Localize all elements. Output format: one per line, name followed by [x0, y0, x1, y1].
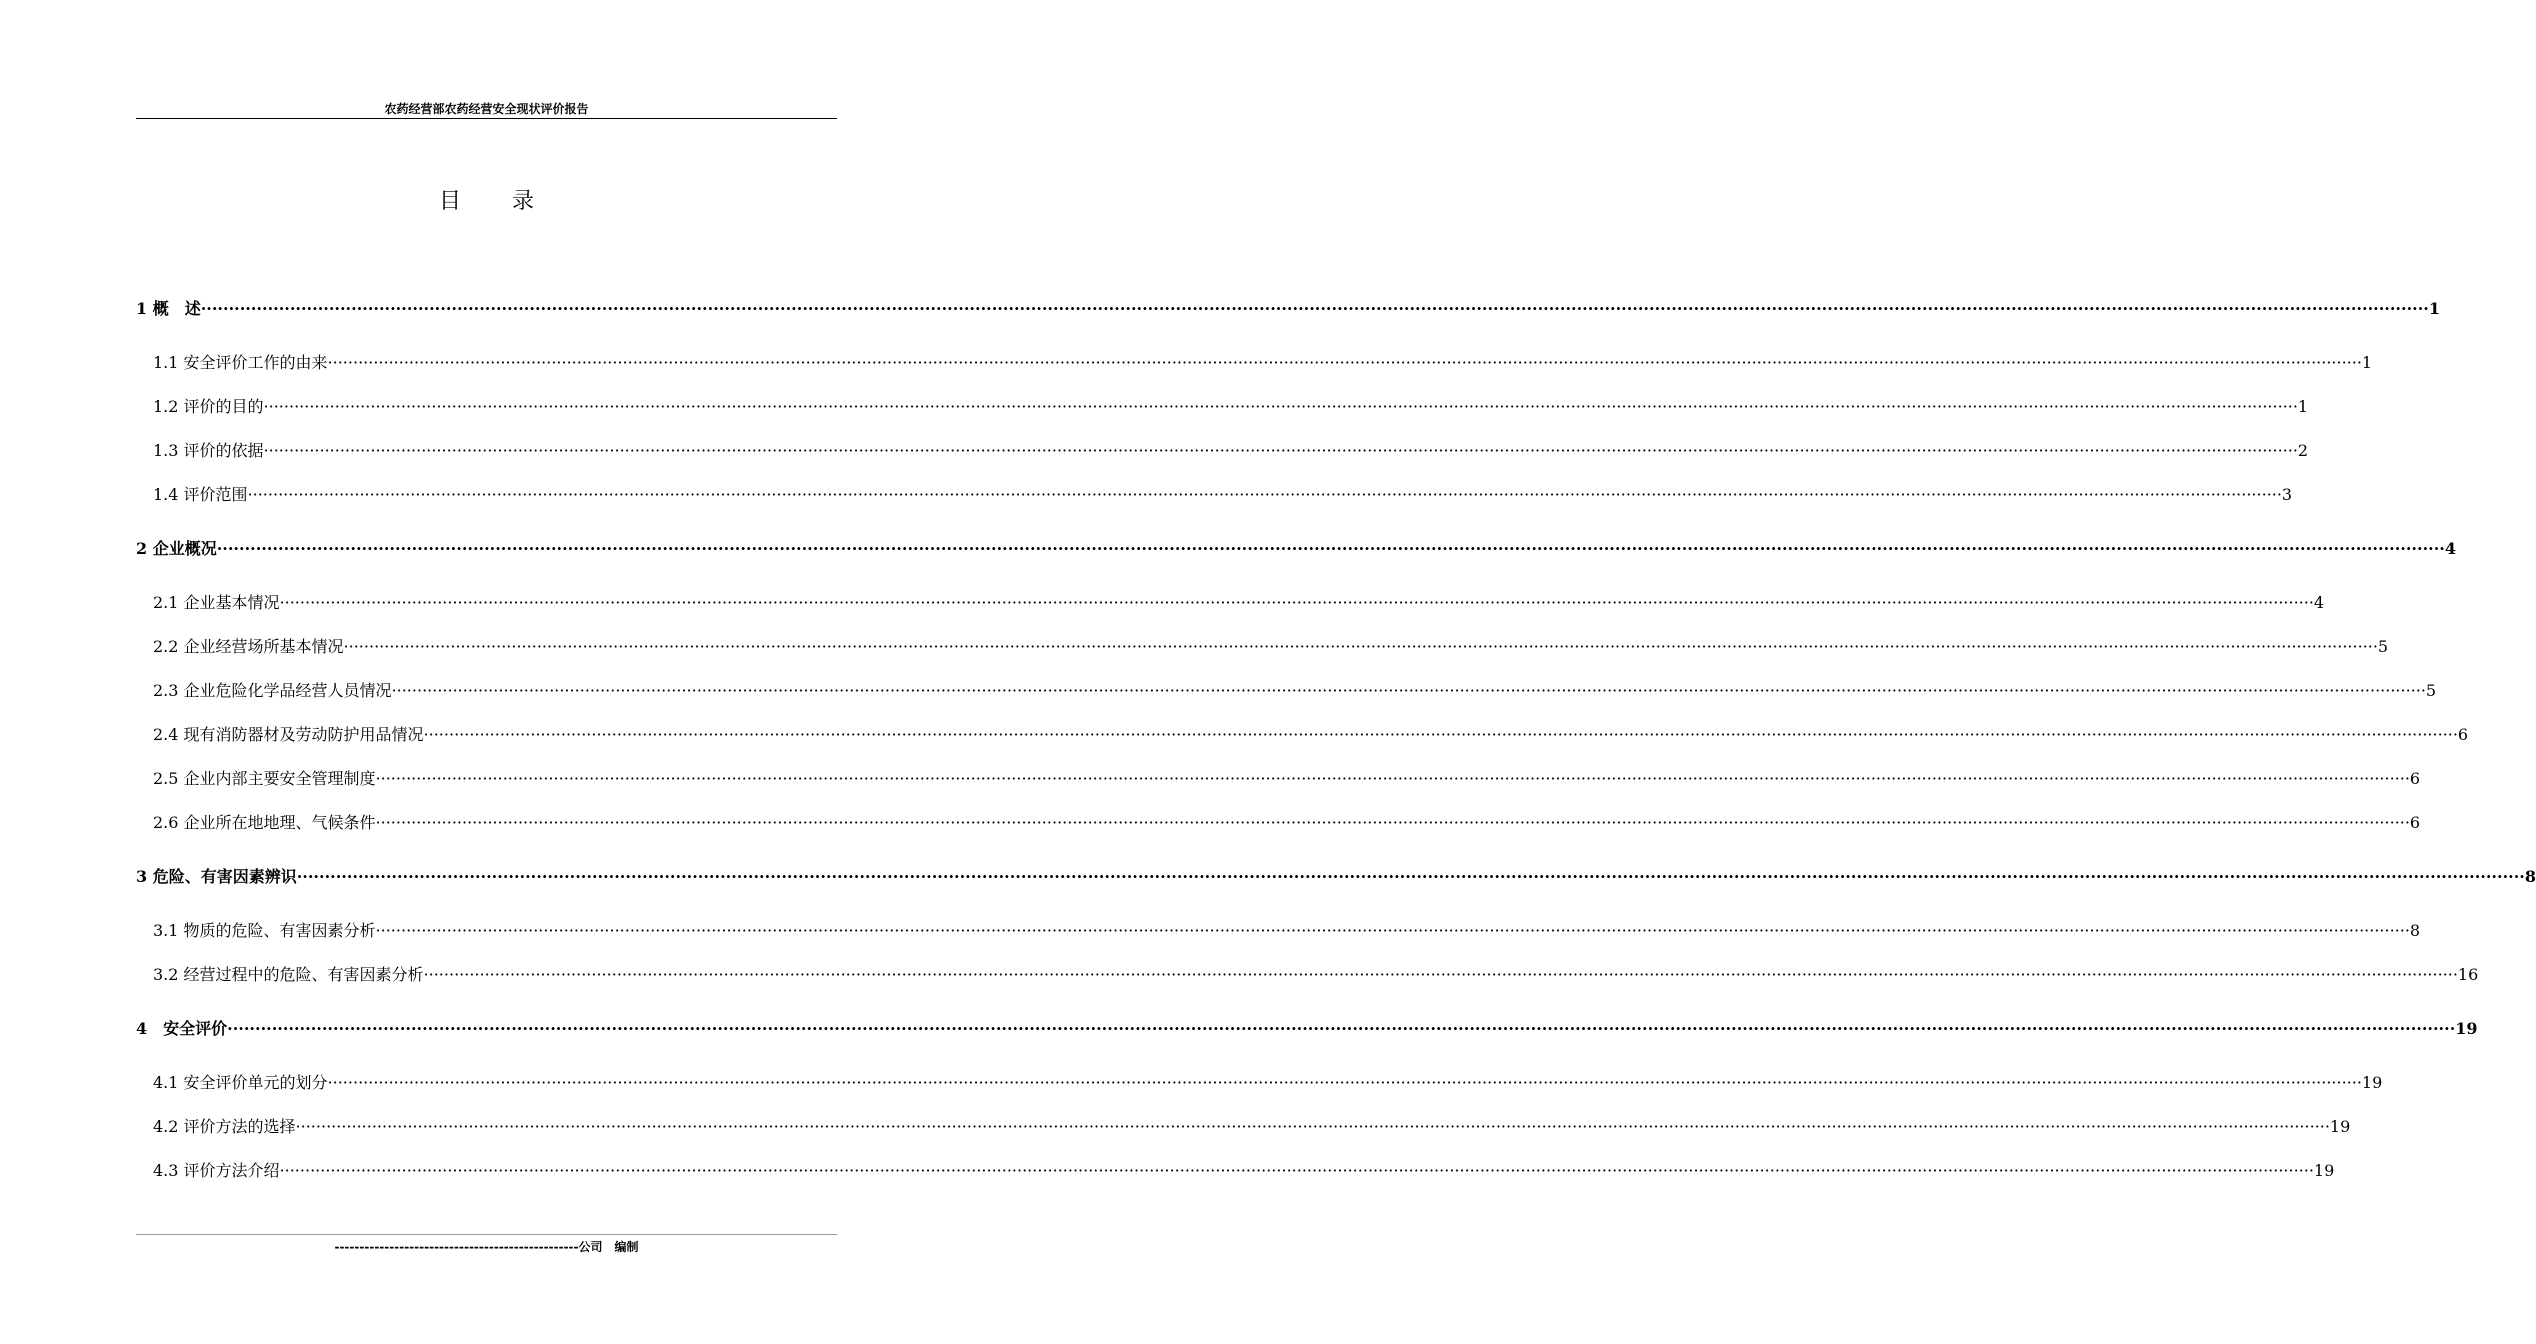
toc-dot-leader: ················································································································································································································································································································································································································ — [216, 539, 2445, 558]
toc-entry[interactable] — [136, 536, 2456, 559]
toc-entry-page: 8 — [2409, 921, 2421, 940]
toc-dot-leader: ················································································································································································································································································································································································································ — [200, 299, 2429, 318]
toc-entry-page: 4 — [2313, 593, 2325, 612]
toc-entry-label: 3.2 经营过程中的危险、有害因素分析 — [153, 965, 424, 984]
toc-entry[interactable] — [153, 438, 2309, 461]
toc-entry[interactable] — [153, 810, 2421, 833]
toc-dot-leader: ················································································································································································································································································································································································································ — [423, 725, 2458, 744]
toc-entry-page: 19 — [2361, 1073, 2383, 1092]
toc-dot-leader: ················································································································································································································································································································································································································ — [375, 769, 2410, 788]
toc-dot-leader: ················································································································································································································································································································································································································ — [375, 921, 2410, 940]
toc-entry-label: 3.1 物质的危险、有害因素分析 — [153, 921, 376, 940]
toc-entry-label: 1.1 安全评价工作的由来 — [153, 353, 328, 372]
toc-entry[interactable] — [153, 634, 2389, 657]
toc-entry[interactable] — [153, 962, 2479, 985]
toc-entry-label: 1.2 评价的目的 — [153, 397, 264, 416]
toc-dot-leader: ················································································································································································································································································································································································································ — [327, 353, 2362, 372]
toc-entry-page: 16 — [2457, 965, 2479, 984]
running-header: 农药经营部农药经营安全现状评价报告 — [384, 102, 589, 116]
toc-dot-leader: ················································································································································································································································································································································································································ — [263, 441, 2298, 460]
toc-dot-leader: ················································································································································································································································································································································································································ — [295, 1117, 2330, 1136]
toc-entry-label: 2 企业概况 — [136, 539, 217, 558]
toc-dot-leader: ················································································································································································································································································································································································································ — [391, 681, 2426, 700]
toc-entry[interactable] — [153, 1158, 2335, 1181]
toc-entry-label: 1.4 评价范围 — [153, 485, 248, 504]
toc-entry-label: 2.4 现有消防器材及劳动防护用品情况 — [153, 725, 424, 744]
toc-entry-page: 5 — [2377, 637, 2389, 656]
toc-entry-page: 1 — [2428, 299, 2440, 318]
page-title: 目 录 — [439, 189, 556, 214]
toc-entry[interactable] — [153, 918, 2421, 941]
toc-entry-label: 2.3 企业危险化学品经营人员情况 — [153, 681, 392, 700]
toc-entry-page: 1 — [2297, 397, 2309, 416]
toc-dot-leader: ················································································································································································································································································································································································································ — [375, 813, 2410, 832]
toc-entry[interactable] — [136, 1016, 2478, 1039]
toc-dot-leader: ················································································································································································································································································································································································································ — [327, 1073, 2362, 1092]
toc-entry-label: 4.1 安全评价单元的划分 — [153, 1073, 328, 1092]
toc-entry-label: 4.2 评价方法的选择 — [153, 1117, 296, 1136]
toc-dot-leader: ················································································································································································································································································································································································································ — [263, 397, 2298, 416]
toc-dot-leader: ················································································································································································································································································································································································································ — [279, 1161, 2314, 1180]
toc-dot-leader: ················································································································································································································································································································································································································ — [279, 593, 2314, 612]
toc-entry-label: 3 危险、有害因素辨识 — [136, 867, 297, 886]
toc-entry-page: 6 — [2457, 725, 2469, 744]
toc-entry-page: 19 — [2455, 1019, 2478, 1038]
toc-entry-page: 1 — [2361, 353, 2373, 372]
toc-entry-page: 8 — [2524, 867, 2536, 886]
running-footer: -------------------------------------------------公司 编制 — [334, 1240, 639, 1254]
toc-entry-page: 19 — [2313, 1161, 2335, 1180]
toc-entry[interactable] — [153, 350, 2373, 373]
toc-dot-leader: ················································································································································································································································································································································································································ — [247, 485, 2282, 504]
toc-entry-page: 3 — [2281, 485, 2293, 504]
toc-entry-page: 5 — [2425, 681, 2437, 700]
toc-entry-label: 1.3 评价的依据 — [153, 441, 264, 460]
footer-rule — [136, 1234, 837, 1235]
toc-entry-page: 4 — [2444, 539, 2456, 558]
toc-entry[interactable] — [153, 394, 2309, 417]
toc-entry-label: 1 概 述 — [136, 299, 201, 318]
toc-dot-leader: ················································································································································································································································································································································································································ — [296, 867, 2525, 886]
toc-entry[interactable] — [153, 678, 2437, 701]
toc-entry-label: 2.1 企业基本情况 — [153, 593, 280, 612]
toc-entry-label: 4.3 评价方法介绍 — [153, 1161, 280, 1180]
toc-entry[interactable] — [136, 864, 2536, 887]
toc-entry-page: 2 — [2297, 441, 2309, 460]
toc-entry[interactable] — [153, 766, 2421, 789]
toc-entry-page: 19 — [2329, 1117, 2351, 1136]
toc-dot-leader: ················································································································································································································································································································································································································ — [227, 1019, 2456, 1038]
toc-dot-leader: ················································································································································································································································································································································································································ — [343, 637, 2378, 656]
toc-entry-label: 4 安全评价 — [136, 1019, 228, 1038]
toc-entry-label: 2.6 企业所在地地理、气候条件 — [153, 813, 376, 832]
toc-entry-label: 2.2 企业经营场所基本情况 — [153, 637, 344, 656]
toc-entry[interactable] — [153, 1114, 2351, 1137]
toc-dot-leader: ················································································································································································································································································································································································································ — [423, 965, 2458, 984]
toc-entry[interactable] — [136, 296, 2440, 319]
header-rule — [136, 118, 837, 119]
toc-entry[interactable] — [153, 722, 2469, 745]
toc-entry-page: 6 — [2409, 769, 2421, 788]
toc-entry[interactable] — [153, 590, 2325, 613]
toc-entry[interactable] — [153, 1070, 2383, 1093]
toc-entry-label: 2.5 企业内部主要安全管理制度 — [153, 769, 376, 788]
toc-entry-page: 6 — [2409, 813, 2421, 832]
toc-entry[interactable] — [153, 482, 2293, 505]
